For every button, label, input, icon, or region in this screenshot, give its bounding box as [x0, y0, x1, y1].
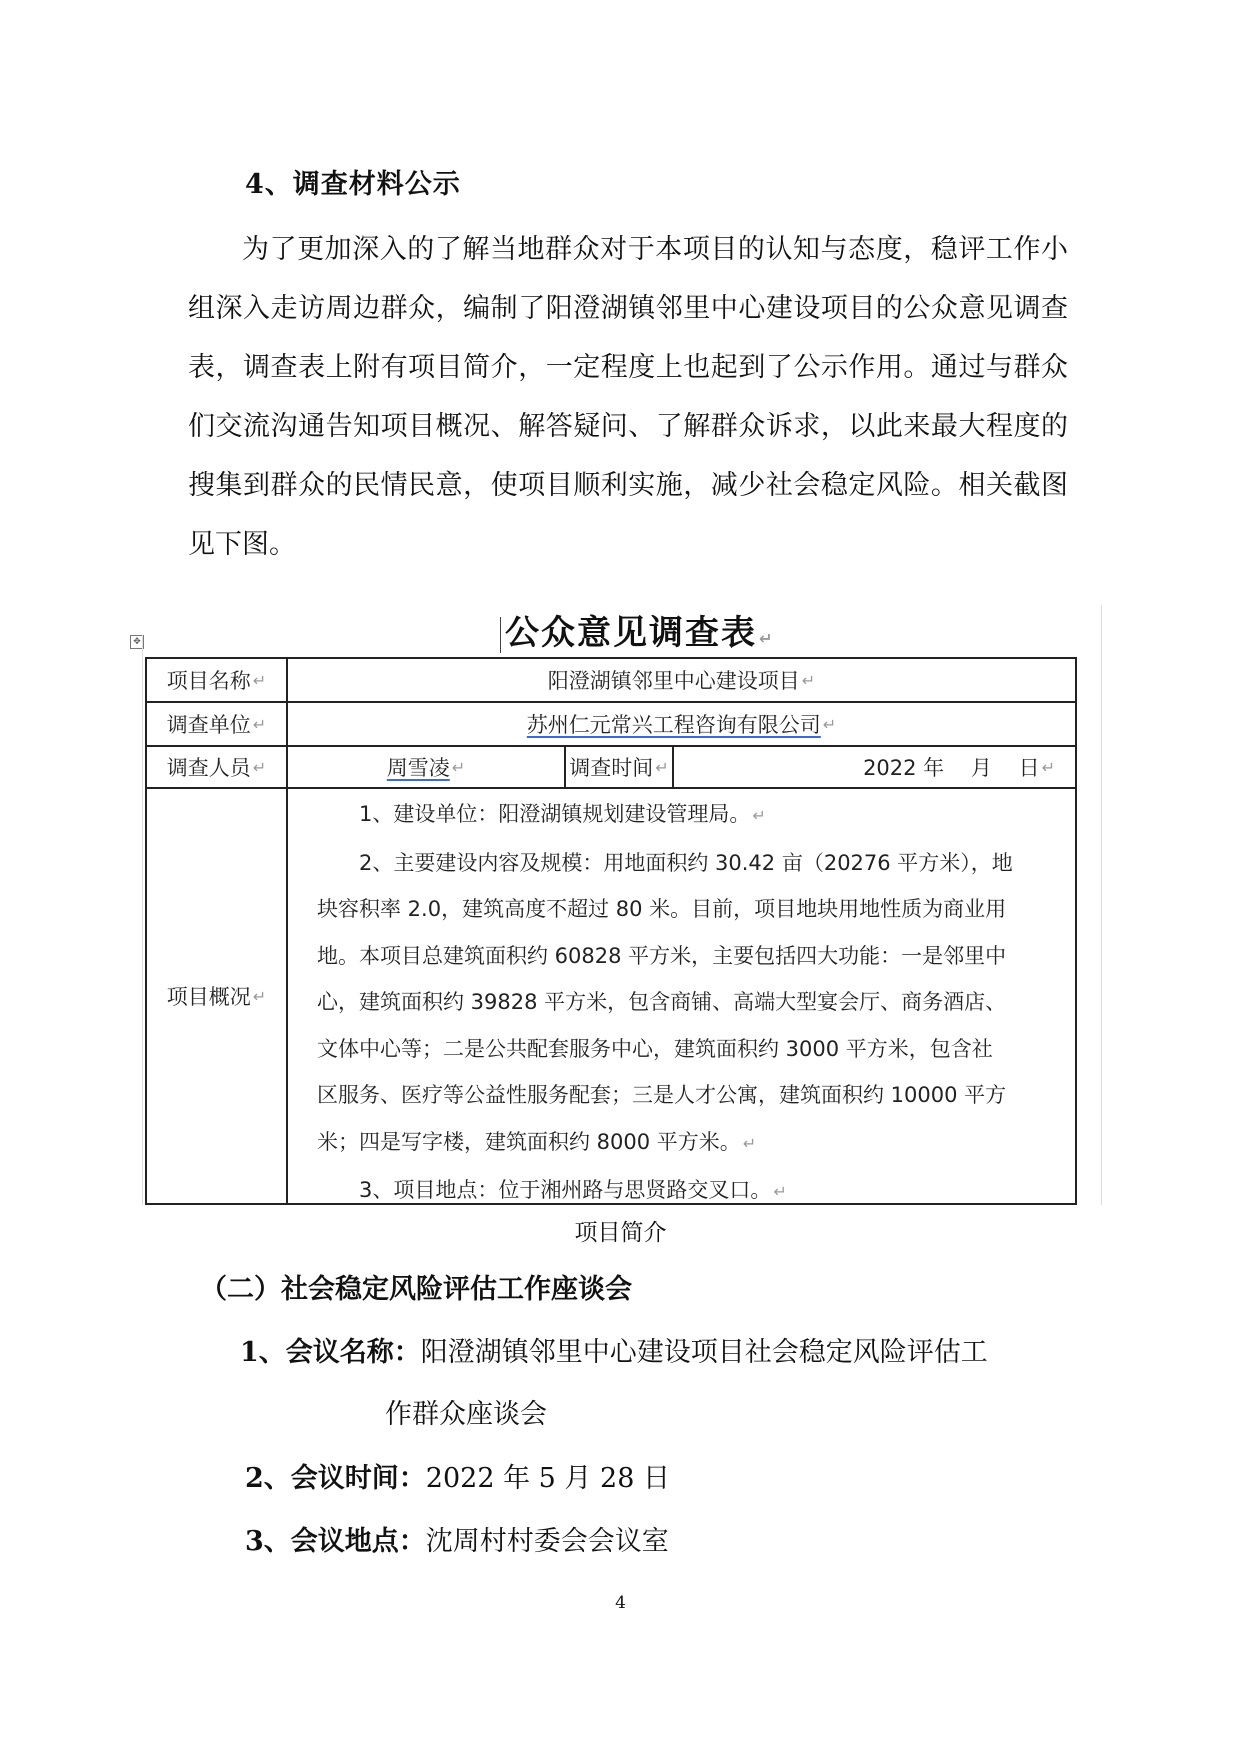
- surveyor-label: [147, 747, 286, 787]
- survey-unit-value: [288, 703, 1075, 745]
- cell-end-mark-icon: ↵: [252, 670, 267, 690]
- overview-line: 块容积率 2.0，建筑高度不超过 80 米。目前，项目地块用地性质为商业用: [317, 897, 1007, 921]
- overview-line: 2、主要建设内容及规模：用地面积约 30.42 亩（20276 平方米），地: [359, 850, 1013, 875]
- meeting-name-item: [240, 1330, 988, 1369]
- survey-time-label-text: 调查时间: [569, 756, 654, 780]
- overview-label-text: 项目概况: [166, 985, 251, 1009]
- cell-end-mark-icon: ↵: [451, 757, 466, 777]
- text-cursor-bar: [500, 617, 501, 653]
- section-heading: （二）社会稳定风险评估工作座谈会: [200, 1274, 632, 1305]
- screenshot-edge: [142, 635, 143, 1205]
- cell-end-mark-icon: ↵: [1041, 757, 1055, 777]
- section-heading-4: 4、调查材料公示: [245, 169, 461, 200]
- overview-line: [317, 791, 1077, 840]
- overview-label: [147, 789, 286, 1203]
- meeting-time-label: 2、会议时间：: [245, 1463, 426, 1494]
- survey-title: [500, 605, 774, 654]
- meeting-name-label: 1、会议名称：: [240, 1337, 421, 1368]
- overview-line-text: 3、项目地点：位于湘州路与思贤路交叉口。: [359, 1178, 772, 1202]
- survey-time-value-text: 2022 年 月 日: [863, 756, 1040, 780]
- paragraph-mark-icon: ↵: [742, 1133, 757, 1153]
- survey-time-label: [566, 747, 672, 787]
- project-name-value-text: 阳澄湖镇邻里中心建设项目: [547, 669, 800, 693]
- cell-end-mark-icon: ↵: [252, 714, 267, 734]
- overview-line: [317, 1167, 1077, 1216]
- intro-paragraph-block: [188, 220, 1068, 574]
- survey-unit-label: [147, 703, 286, 745]
- overview-line-text: 1、建设单位：阳澄湖镇规划建设管理局。: [359, 802, 751, 826]
- cell-end-mark-icon: ↵: [801, 670, 816, 690]
- survey-unit-value-text: 苏州仁元常兴工程咨询有限公司: [526, 713, 821, 737]
- cell-end-mark-icon: ↵: [655, 757, 669, 777]
- paragraph-mark-icon: ↵: [752, 806, 766, 825]
- cell-end-mark-icon: ↵: [252, 986, 267, 1006]
- survey-unit-label-text: 调查单位: [166, 713, 251, 737]
- screenshot-edge: [1101, 605, 1102, 1205]
- figure-caption: 项目简介: [574, 1220, 667, 1246]
- project-name-value: [288, 659, 1075, 701]
- surveyor-value: [288, 747, 564, 787]
- meeting-name-value: 阳澄湖镇邻里中心建设项目社会稳定风险评估工: [420, 1337, 988, 1368]
- cell-end-mark-icon: ↵: [822, 714, 837, 734]
- project-name-label: [147, 659, 286, 701]
- overview-line: 文体中心等；二是公共配套服务中心，建筑面积约 3000 平方米，包含社: [317, 1036, 993, 1061]
- meeting-time-item: [245, 1456, 670, 1495]
- table-move-handle-icon: ✥: [130, 635, 144, 649]
- paragraph-mark-icon: ↵: [773, 1182, 787, 1201]
- meeting-place-item: [245, 1519, 669, 1558]
- overview-line-text: 米；四是写字楼，建筑面积约 8000 平方米。: [317, 1129, 741, 1154]
- meeting-time-value: 2022 年 5 月 28 日: [425, 1463, 670, 1494]
- intro-paragraph: 为了更加深入的了解当地群众对于本项目的认知与态度，稳评工作小组深入走访周边群众，编制了阳澄湖镇邻里中心建设项目的公众意见调查表，调查表上附有项目简介，一定程度上也起到了公示作用。通过与群众们交流沟通告知项目概况、解答疑问、了解群众诉求，以此来最大程度的搜集到群众的民情民意，使项目顺利实施，减少社会稳定风险。相关截图见下图。: [188, 234, 1068, 560]
- survey-title-text: 公众意见调查表: [505, 613, 757, 653]
- meeting-name-continuation: 作群众座谈会: [385, 1399, 547, 1430]
- overview-text: [317, 791, 1077, 1216]
- paragraph-mark-icon: ↵: [759, 629, 775, 648]
- meeting-place-label: 3、会议地点：: [245, 1526, 426, 1557]
- survey-time-value: [674, 747, 1075, 787]
- cell-end-mark-icon: ↵: [252, 757, 267, 777]
- survey-table: [145, 657, 1077, 1205]
- surveyor-value-text: 周雪凌: [386, 756, 450, 780]
- overview-line: [317, 1119, 1077, 1168]
- overview-line: 心，建筑面积约 39828 平方米，包含商铺、高端大型宴会厅、商务酒店、: [317, 990, 1007, 1014]
- survey-form-screenshot: [130, 605, 1102, 1205]
- surveyor-label-text: 调查人员: [166, 756, 251, 780]
- overview-line: 地。本项目总建筑面积约 60828 平方米，主要包括四大功能：一是邻里中: [317, 943, 1007, 968]
- meeting-place-value: 沈周村村委会会议室: [425, 1526, 669, 1557]
- overview-line: 区服务、医疗等公益性服务配套；三是人才公寓，建筑面积约 10000 平方: [317, 1083, 1007, 1107]
- page-number: 4: [615, 1593, 626, 1613]
- project-name-label-text: 项目名称: [166, 669, 251, 693]
